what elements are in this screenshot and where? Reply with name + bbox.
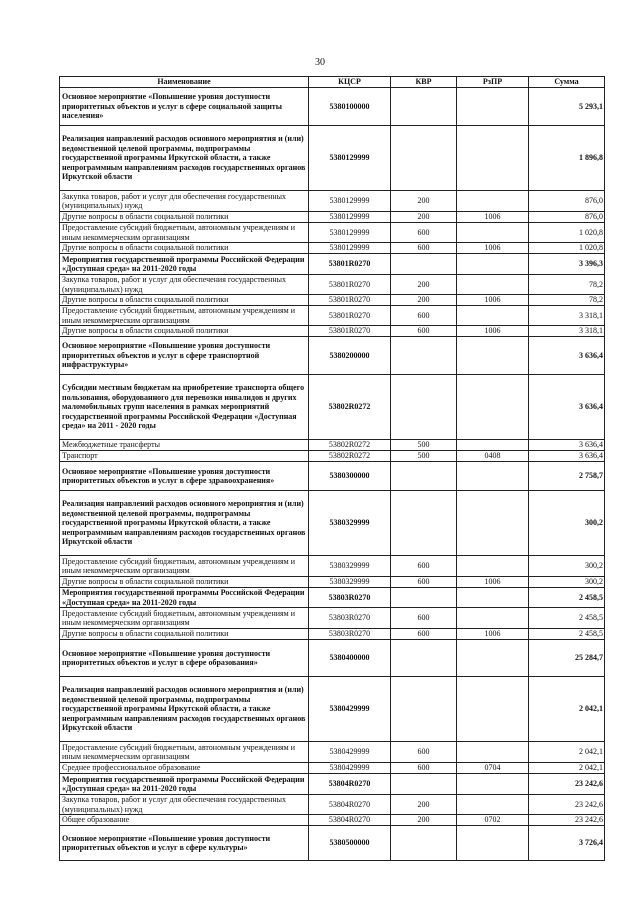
cell-kcsr: 53803R0270 [309,588,391,608]
cell-name: Субсидии местным бюджетам на приобретение транспорта общего пользования, оборудованного для перевозки инвалидов и других маломобильных групп населения в рамках мероприятий государственной программы Российской Федерации «Доступная среда» на 2011 - 2020 годы [60,375,309,440]
cell-kcsr: 53802R0272 [309,451,391,462]
table-row [60,462,605,491]
cell-sum: 1 896,8 [529,126,605,191]
cell-kcsr: 53804R0270 [309,774,391,795]
cell-kvr [391,462,457,491]
cell-kvr [391,826,457,861]
cell-kvr [391,640,457,677]
cell-sum: 2 042,1 [529,763,605,774]
cell-sum: 1 020,8 [529,223,605,243]
cell-kcsr: 5380500000 [309,826,391,861]
cell-sum: 78,2 [529,295,605,306]
cell-name: Основное мероприятие «Повышение уровня доступности приоритетных объектов и услуг в сфере культуры» [60,826,309,861]
table-row [60,640,605,677]
cell-rzpr [457,677,529,742]
cell-sum: 3 636,4 [529,337,605,375]
cell-kvr: 200 [391,191,457,212]
cell-name: Основное мероприятие «Повышение уровня доступности приоритетных объектов и услуг в сфере образования» [60,640,309,677]
cell-name: Предоставление субсидий бюджетным, автономным учреждениям и иным некоммерческим организациям [60,223,309,243]
table-row [60,295,605,306]
table-row [60,451,605,462]
cell-name: Основное мероприятие «Повышение уровня доступности приоритетных объектов и услуг в сфере транспортной инфраструктуры» [60,337,309,375]
cell-sum: 3 636,4 [529,451,605,462]
cell-kvr: 600 [391,608,457,629]
cell-sum: 5 293,1 [529,88,605,126]
cell-kcsr: 5380129999 [309,212,391,223]
cell-sum: 25 284,7 [529,640,605,677]
table-row [60,763,605,774]
cell-kcsr: 5380129999 [309,126,391,191]
cell-kcsr: 5380329999 [309,491,391,556]
table-header-row [60,77,605,88]
cell-name: Основное мероприятие «Повышение уровня доступности приоритетных объектов и услуг в сфере социальной защиты населения» [60,88,309,126]
cell-name: Другие вопросы в области социальной политики [60,577,309,588]
cell-name: Среднее профессиональное образование [60,763,309,774]
cell-sum: 23 242,6 [529,795,605,815]
cell-kcsr: 53804R0270 [309,795,391,815]
cell-name: Предоставление субсидий бюджетным, автономным учреждениям и иным некоммерческим организациям [60,608,309,629]
cell-rzpr [457,275,529,295]
header-kcsr: КЦСР [309,77,391,88]
cell-sum: 3 318,1 [529,306,605,326]
cell-sum: 3 726,4 [529,826,605,861]
cell-kvr: 500 [391,451,457,462]
cell-kvr: 200 [391,795,457,815]
cell-rzpr: 0408 [457,451,529,462]
table-row [60,588,605,608]
table-row [60,223,605,243]
header-rzpr: РзПР [457,77,529,88]
cell-kvr [391,677,457,742]
cell-name: Межбюджетные трансферты [60,440,309,451]
header-name: Наименование [60,77,309,88]
table-row [60,491,605,556]
cell-sum: 2 042,1 [529,677,605,742]
cell-kvr [391,491,457,556]
cell-kvr [391,375,457,440]
cell-kcsr: 5380129999 [309,191,391,212]
cell-sum: 2 042,1 [529,742,605,763]
cell-sum: 1 020,8 [529,243,605,254]
cell-kvr: 200 [391,212,457,223]
cell-sum: 300,2 [529,556,605,577]
cell-rzpr [457,440,529,451]
cell-kvr: 200 [391,275,457,295]
cell-kcsr: 5380300000 [309,462,391,491]
table-row [60,275,605,295]
table-row [60,306,605,326]
cell-name: Предоставление субсидий бюджетным, автономным учреждениям и иным некоммерческим организациям [60,306,309,326]
cell-kvr: 600 [391,577,457,588]
table-row [60,191,605,212]
cell-kvr: 600 [391,556,457,577]
cell-sum: 2 458,5 [529,588,605,608]
cell-rzpr [457,306,529,326]
cell-kvr: 600 [391,629,457,640]
cell-sum: 2 458,5 [529,629,605,640]
cell-sum: 300,2 [529,491,605,556]
cell-rzpr: 1006 [457,326,529,337]
cell-name: Реализация направлений расходов основного мероприятия и (или) ведомственной целевой программы, подпрограммы государственной программы Иркутской области, а также непрограммным направлениям расходов государственных органов Иркутской области [60,677,309,742]
cell-kcsr: 53801R0270 [309,275,391,295]
cell-kcsr: 53801R0270 [309,306,391,326]
table-row [60,126,605,191]
cell-kcsr: 53801R0270 [309,295,391,306]
cell-sum: 3 396,3 [529,254,605,275]
cell-sum: 23 242,6 [529,815,605,826]
cell-name: Реализация направлений расходов основного мероприятия и (или) ведомственной целевой программы, подпрограммы государственной программы Иркутской области, а также непрограммным направлениям расходов государственных органов Иркутской области [60,491,309,556]
cell-sum: 78,2 [529,275,605,295]
cell-kcsr: 5380329999 [309,556,391,577]
cell-rzpr [457,742,529,763]
cell-name: Другие вопросы в области социальной политики [60,243,309,254]
cell-sum: 3 636,4 [529,440,605,451]
cell-kvr: 500 [391,440,457,451]
cell-sum: 3 318,1 [529,326,605,337]
table-row [60,795,605,815]
cell-kvr: 600 [391,223,457,243]
cell-sum: 3 636,4 [529,375,605,440]
table-row [60,774,605,795]
cell-kcsr: 53802R0272 [309,375,391,440]
cell-name: Закупка товаров, работ и услуг для обеспечения государственных (муниципальных) нужд [60,795,309,815]
budget-table [59,76,605,861]
cell-name: Транспорт [60,451,309,462]
cell-rzpr [457,223,529,243]
cell-kcsr: 53803R0270 [309,629,391,640]
cell-kvr: 600 [391,306,457,326]
cell-name: Предоставление субсидий бюджетным, автономным учреждениям и иным некоммерческим организациям [60,742,309,763]
cell-rzpr [457,826,529,861]
table-row [60,556,605,577]
cell-kcsr: 53801R0270 [309,326,391,337]
cell-name: Другие вопросы в области социальной политики [60,295,309,306]
page-number: 30 [315,57,325,68]
table-row [60,826,605,861]
table-row [60,440,605,451]
cell-kvr: 600 [391,763,457,774]
cell-rzpr [457,375,529,440]
cell-name: Закупка товаров, работ и услуг для обеспечения государственных (муниципальных) нужд [60,191,309,212]
cell-name: Мероприятия государственной программы Российской Федерации «Доступная среда» на 2011-2020 годы [60,774,309,795]
cell-rzpr [457,774,529,795]
cell-name: Закупка товаров, работ и услуг для обеспечения государственных (муниципальных) нужд [60,275,309,295]
cell-kcsr: 5380129999 [309,223,391,243]
cell-sum: 2 458,5 [529,608,605,629]
cell-rzpr [457,191,529,212]
table-row [60,88,605,126]
cell-kcsr: 5380200000 [309,337,391,375]
cell-rzpr [457,588,529,608]
cell-rzpr [457,556,529,577]
cell-kcsr: 5380329999 [309,577,391,588]
cell-kvr: 600 [391,326,457,337]
cell-rzpr: 1006 [457,212,529,223]
table-row [60,677,605,742]
table-row [60,254,605,275]
cell-kvr: 600 [391,742,457,763]
table-row [60,212,605,223]
cell-name: Реализация направлений расходов основного мероприятия и (или) ведомственной целевой программы, подпрограммы государственной программы Иркутской области, а также непрограммным направлениям расходов государственных органов Иркутской области [60,126,309,191]
cell-rzpr [457,608,529,629]
cell-kvr: 600 [391,243,457,254]
cell-kcsr: 5380429999 [309,677,391,742]
cell-rzpr [457,126,529,191]
table-row [60,608,605,629]
cell-kvr [391,774,457,795]
table-body [60,88,605,861]
table-row [60,326,605,337]
cell-rzpr [457,640,529,677]
cell-rzpr [457,462,529,491]
table-row [60,815,605,826]
cell-rzpr [457,337,529,375]
cell-rzpr: 0704 [457,763,529,774]
cell-kcsr: 5380400000 [309,640,391,677]
cell-name: Предоставление субсидий бюджетным, автономным учреждениям и иным некоммерческим организациям [60,556,309,577]
cell-kvr [391,588,457,608]
cell-rzpr: 1006 [457,295,529,306]
table-row [60,742,605,763]
cell-rzpr: 0702 [457,815,529,826]
cell-name: Мероприятия государственной программы Российской Федерации «Доступная среда» на 2011-2020 годы [60,254,309,275]
cell-sum: 876,0 [529,212,605,223]
cell-kcsr: 5380100000 [309,88,391,126]
cell-kcsr: 5380129999 [309,243,391,254]
cell-kvr [391,254,457,275]
cell-kvr [391,126,457,191]
table-row [60,375,605,440]
cell-kvr: 200 [391,815,457,826]
cell-sum: 876,0 [529,191,605,212]
cell-name: Мероприятия государственной программы Российской Федерации «Доступная среда» на 2011-2020 годы [60,588,309,608]
cell-rzpr [457,491,529,556]
header-sum: Сумма [529,77,605,88]
cell-kvr [391,88,457,126]
cell-sum: 2 758,7 [529,462,605,491]
cell-rzpr: 1006 [457,243,529,254]
table-row [60,629,605,640]
cell-rzpr: 1006 [457,629,529,640]
header-kvr: КВР [391,77,457,88]
cell-name: Общее образование [60,815,309,826]
table-row [60,337,605,375]
cell-kcsr: 53804R0270 [309,815,391,826]
cell-rzpr [457,254,529,275]
cell-name: Другие вопросы в области социальной политики [60,212,309,223]
table-row [60,577,605,588]
cell-kcsr: 53802R0272 [309,440,391,451]
cell-name: Другие вопросы в области социальной политики [60,629,309,640]
cell-name: Основное мероприятие «Повышение уровня доступности приоритетных объектов и услуг в сфере здравоохранения» [60,462,309,491]
cell-rzpr: 1006 [457,577,529,588]
cell-name: Другие вопросы в области социальной политики [60,326,309,337]
cell-rzpr [457,795,529,815]
cell-kcsr: 5380429999 [309,763,391,774]
table-row [60,243,605,254]
cell-sum: 300,2 [529,577,605,588]
cell-kcsr: 53801R0270 [309,254,391,275]
cell-kcsr: 53803R0270 [309,608,391,629]
cell-rzpr [457,88,529,126]
cell-kvr: 200 [391,295,457,306]
cell-kcsr: 5380429999 [309,742,391,763]
cell-kvr [391,337,457,375]
cell-sum: 23 242,6 [529,774,605,795]
